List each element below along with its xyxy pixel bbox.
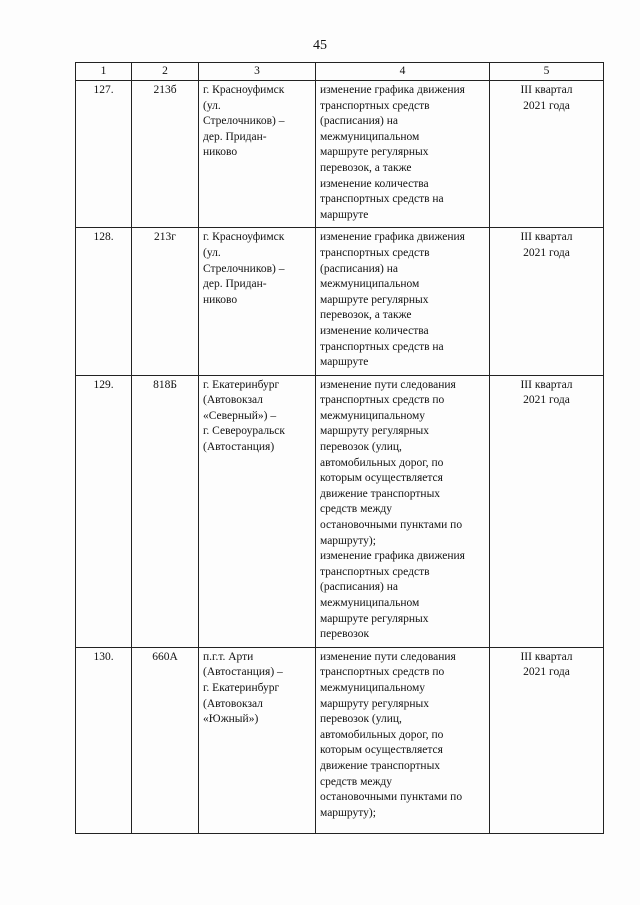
- period-line: III квартал: [520, 378, 573, 391]
- change-description-line: остановочными пунктами по: [320, 519, 463, 532]
- column-header-1: 1: [76, 63, 132, 81]
- change-description-line: движение транспортных: [320, 759, 441, 772]
- change-description-line: изменение пути следования: [320, 378, 456, 391]
- page-number: 45: [313, 38, 327, 53]
- change-description-line: автомобильных дорог, по: [320, 456, 444, 469]
- route-name-line: г. Североуральск: [203, 425, 285, 438]
- change-description-line: (расписания) на: [320, 262, 399, 275]
- route-name: [199, 375, 316, 647]
- routes-table: [75, 62, 604, 834]
- change-description-line: перевозок, а также: [320, 309, 412, 322]
- period: [490, 228, 604, 375]
- table-header-row: [76, 63, 604, 81]
- period: [490, 81, 604, 228]
- route-name-line: «Южный»): [203, 713, 259, 726]
- change-description-line: перевозок (улиц,: [320, 441, 402, 454]
- change-description-line: движение транспортных: [320, 487, 441, 500]
- route-code: 818Б: [132, 375, 199, 647]
- column-header-4: 4: [316, 63, 490, 81]
- route-name-line: «Северный») –: [203, 409, 277, 422]
- column-header-2: 2: [132, 63, 199, 81]
- route-name-line: никово: [203, 293, 238, 306]
- route-name: [199, 647, 316, 833]
- change-description-line: межмуниципальном: [320, 130, 420, 143]
- route-name-line: (ул.: [203, 99, 221, 112]
- change-description-line: изменение количества: [320, 177, 429, 190]
- change-description-line: транспортных средств: [320, 99, 430, 112]
- route-name: [199, 228, 316, 375]
- change-description-line: маршруту);: [320, 534, 376, 547]
- route-name-line: никово: [203, 146, 238, 159]
- change-description: [316, 375, 490, 647]
- change-description-line: маршруте регулярных: [320, 146, 429, 159]
- change-description-line: изменение графика движения: [320, 84, 465, 96]
- change-description-line: транспортных средств по: [320, 666, 445, 679]
- change-description-line: транспортных средств на: [320, 340, 444, 353]
- change-description-line: транспортных средств на: [320, 193, 444, 206]
- route-name-line: (Автостанция) –: [203, 666, 283, 679]
- change-description-line: изменение пути следования: [320, 650, 456, 663]
- change-description-line: межмуниципальном: [320, 278, 420, 291]
- change-description-line: межмуниципальному: [320, 681, 426, 694]
- change-description-line: транспортных средств по: [320, 394, 445, 407]
- change-description-line: маршруте: [320, 208, 369, 221]
- change-description-line: перевозок: [320, 628, 370, 641]
- route-name-line: г. Екатеринбург: [203, 378, 280, 391]
- change-description-line: маршруту);: [320, 806, 376, 819]
- route-name-line: г. Красноуфимск: [203, 84, 285, 96]
- period-line: III квартал: [520, 650, 573, 663]
- route-name-line: Стрелочников) –: [203, 115, 285, 128]
- change-description-line: маршруте регулярных: [320, 612, 429, 625]
- period-line: 2021 года: [523, 394, 570, 407]
- change-description-line: которым осуществляется: [320, 744, 443, 757]
- change-description-line: (расписания) на: [320, 115, 399, 128]
- table-row: [76, 228, 604, 375]
- change-description-line: которым осуществляется: [320, 472, 443, 485]
- change-description-line: изменение количества: [320, 324, 429, 337]
- change-description-line: изменение графика движения: [320, 231, 465, 244]
- route-name-line: дер. Придан-: [203, 278, 267, 291]
- table-row: [76, 647, 604, 833]
- period-line: 2021 года: [523, 99, 570, 112]
- route-name-line: (Автовокзал: [203, 394, 263, 407]
- route-name-line: г. Екатеринбург: [203, 681, 280, 694]
- row-number: 128.: [76, 228, 132, 375]
- route-name-line: дер. Придан-: [203, 130, 267, 143]
- change-description-line: транспортных средств: [320, 246, 430, 259]
- period-line: 2021 года: [523, 666, 570, 679]
- change-description: [316, 81, 490, 228]
- table-row: [76, 375, 604, 647]
- change-description-line: перевозок (улиц,: [320, 713, 402, 726]
- row-number: 127.: [76, 81, 132, 228]
- period: [490, 375, 604, 647]
- change-description: [316, 647, 490, 833]
- change-description-line: средств между: [320, 503, 393, 516]
- route-name-line: (ул.: [203, 246, 221, 259]
- change-description-line: маршруте регулярных: [320, 293, 429, 306]
- change-description-line: автомобильных дорог, по: [320, 728, 444, 741]
- row-number: 129.: [76, 375, 132, 647]
- period-line: 2021 года: [523, 246, 570, 259]
- route-code: 660А: [132, 647, 199, 833]
- change-description-line: маршруту регулярных: [320, 697, 429, 710]
- route-name-line: (Автовокзал: [203, 697, 263, 710]
- column-header-3: 3: [199, 63, 316, 81]
- table-row: [76, 81, 604, 228]
- period-line: III квартал: [520, 84, 573, 96]
- change-description-line: остановочными пунктами по: [320, 791, 463, 804]
- route-code: 213б: [132, 81, 199, 228]
- change-description-line: (расписания) на: [320, 581, 399, 594]
- route-name-line: г. Красноуфимск: [203, 231, 285, 244]
- change-description-line: перевозок, а также: [320, 161, 412, 174]
- column-header-5: 5: [490, 63, 604, 81]
- change-description-line: маршруту регулярных: [320, 425, 429, 438]
- route-name-line: Стрелочников) –: [203, 262, 285, 275]
- period-line: III квартал: [520, 231, 573, 244]
- route-code: 213г: [132, 228, 199, 375]
- change-description-line: маршруте: [320, 356, 369, 369]
- row-number: 130.: [76, 647, 132, 833]
- route-name-line: п.г.т. Арти: [203, 650, 254, 663]
- change-description-line: изменение графика движения: [320, 550, 465, 563]
- change-description-line: транспортных средств: [320, 565, 430, 578]
- change-description-line: средств между: [320, 775, 393, 788]
- change-description-line: межмуниципальному: [320, 409, 426, 422]
- period: [490, 647, 604, 833]
- table-body: [76, 81, 604, 834]
- route-name-line: (Автостанция): [203, 441, 275, 454]
- route-name: [199, 81, 316, 228]
- change-description-line: межмуниципальном: [320, 597, 420, 609]
- change-description: [316, 228, 490, 375]
